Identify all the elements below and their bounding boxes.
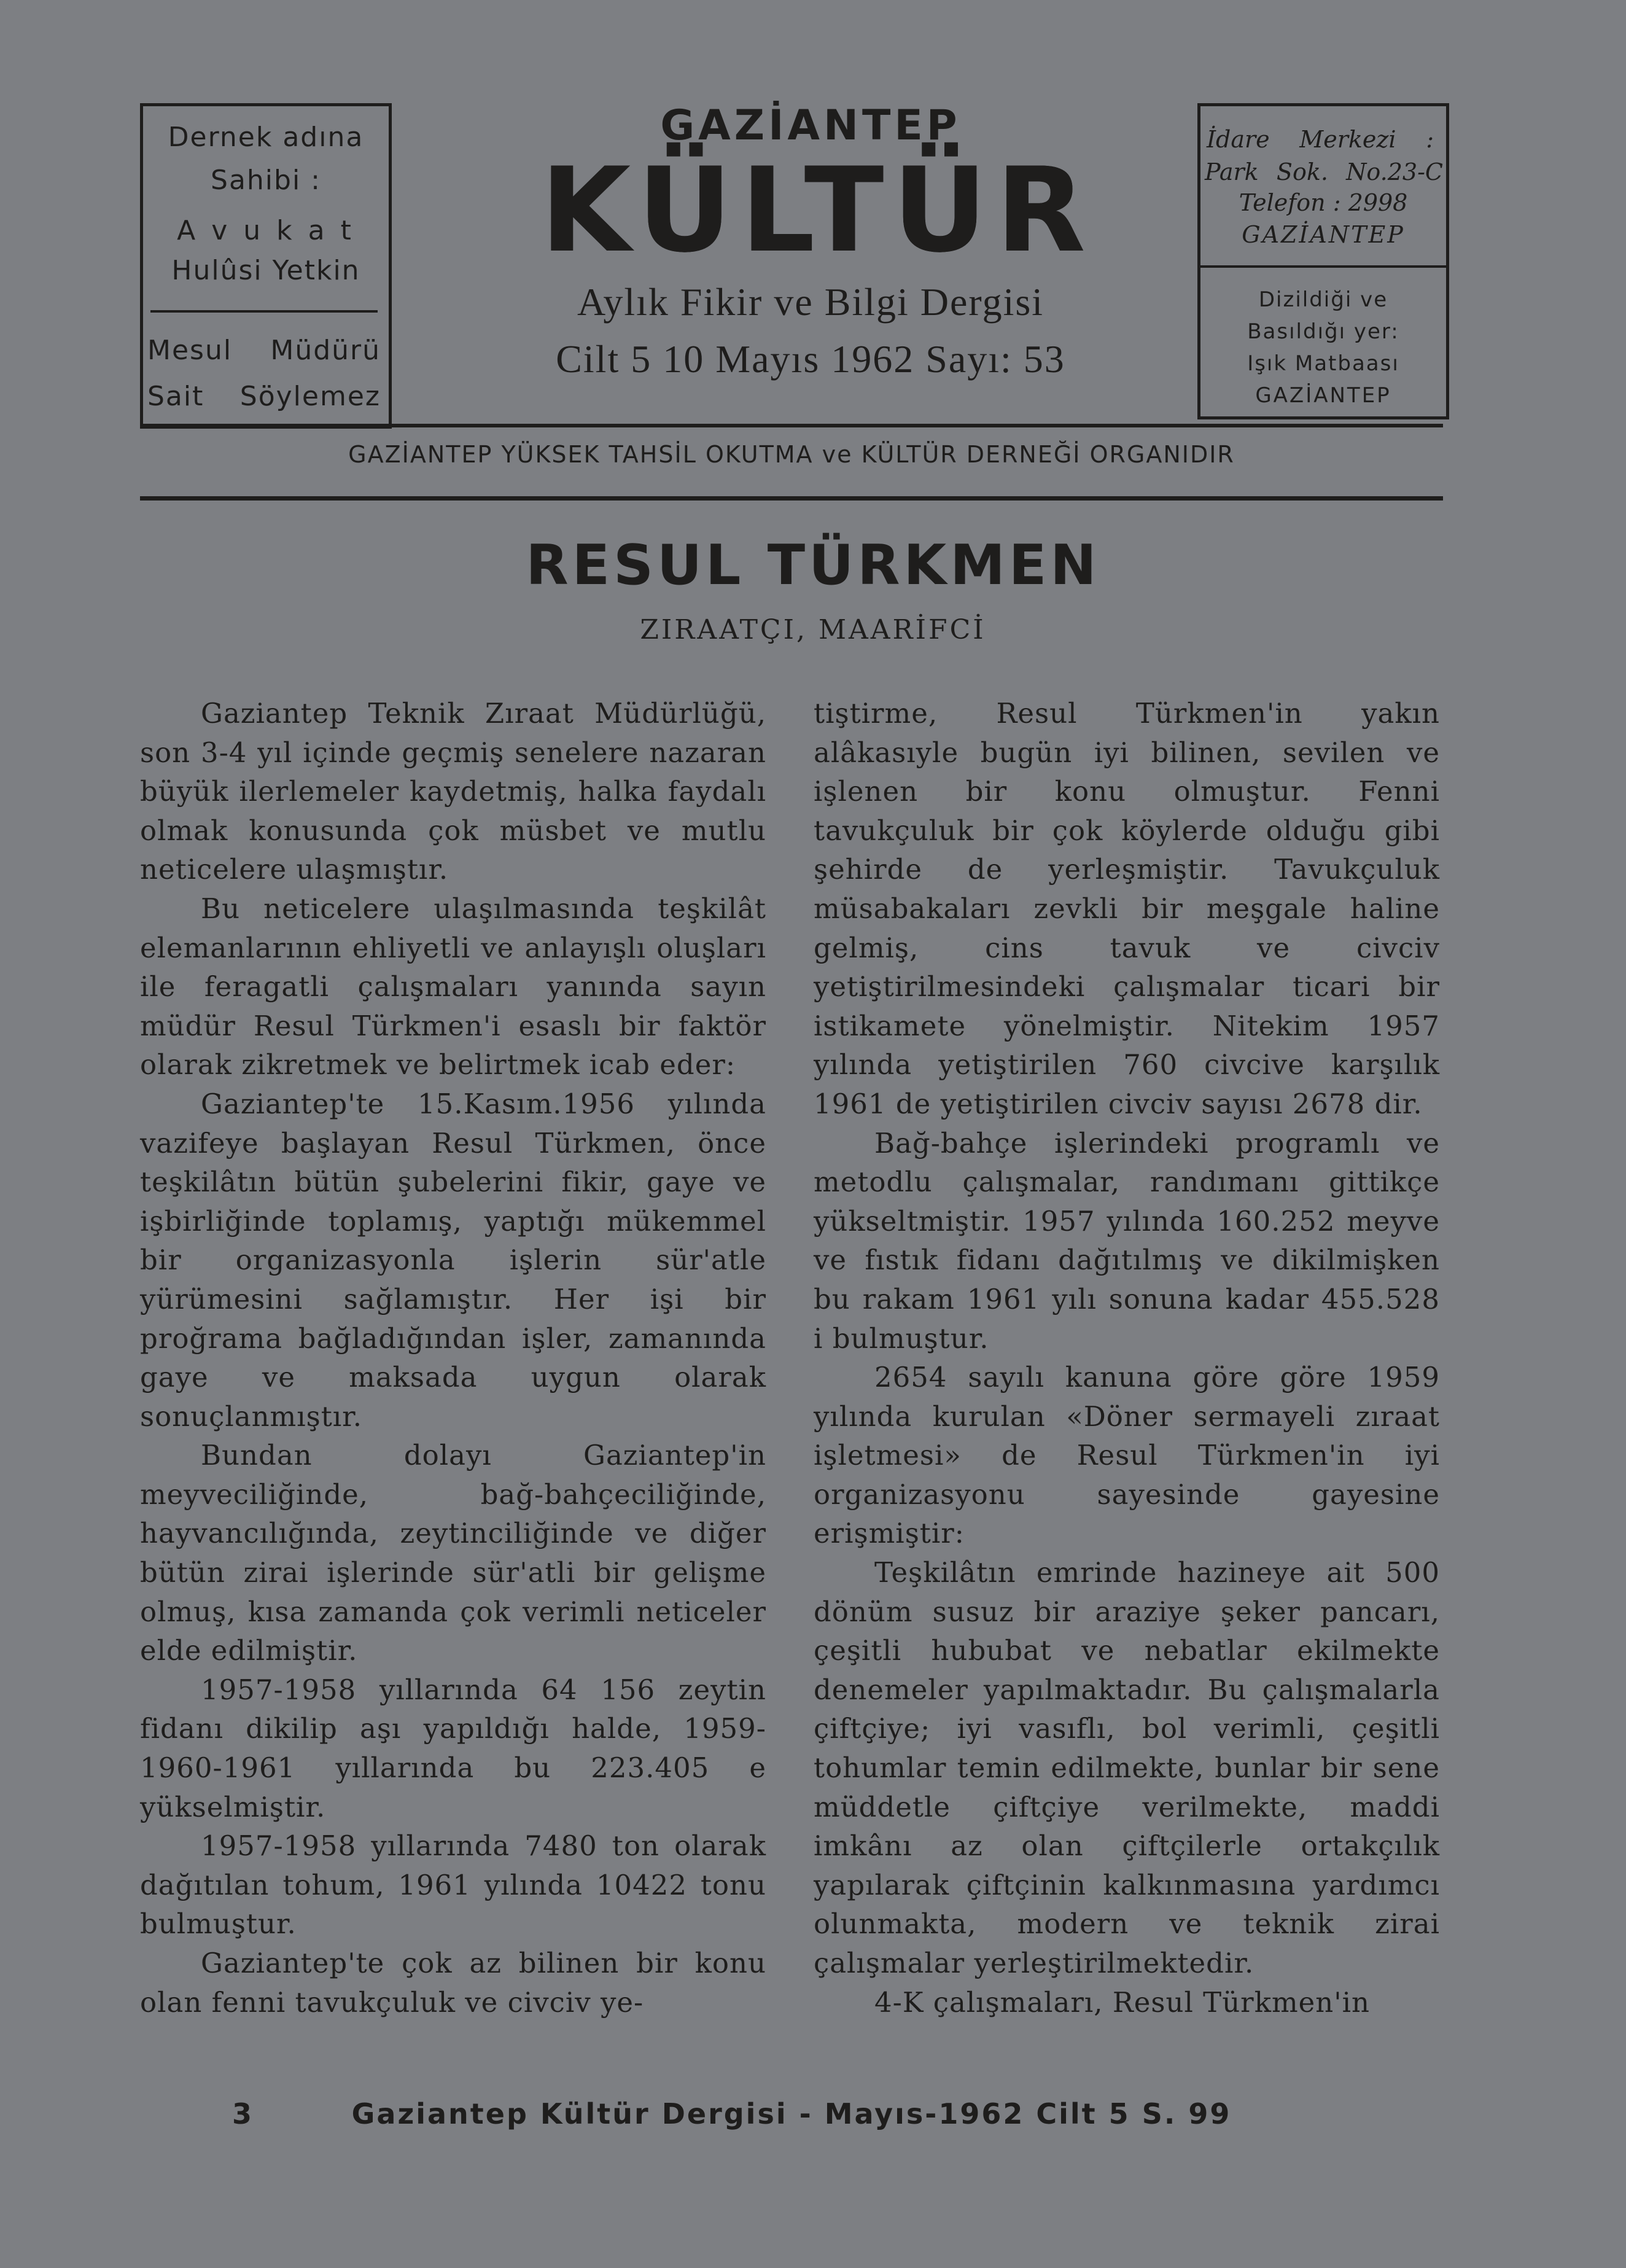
owner-line-2: Sahibi : — [211, 165, 321, 196]
paragraph: 4-K çalışmaları, Resul Türkmen'in — [874, 1985, 1370, 2019]
footer-text: Gaziantep Kültür Dergisi - Mayıs-1962 Cilt 5 S. 99 — [351, 2097, 1232, 2130]
office-label: İdare Merkezi : — [1207, 126, 1434, 153]
owner-box-divider — [150, 310, 378, 313]
editor-name: Sait Söylemez — [147, 381, 381, 412]
paragraph: 2654 sayılı kanuna göre göre 1959 yılında kurulan «Döner sermayeli zıraat işletmesi» de Resul Türkmen'in iyi organizasyonu sayesinde gayesine erişmiştir: — [814, 1361, 1440, 1550]
article-title: RESUL TÜRKMEN — [526, 533, 1100, 598]
printer-line-2: Basıldığı yer: — [1247, 319, 1399, 344]
paragraph: Gaziantep'te 15.Kasım.1956 yılında vazifeye başlayan Resul Türkmen, önce teşkilâtın bütün şubelerini fikir, gaye ve işbirliğinde toplamış, yaptığı mükemmel bir organizasyonla işlerin sür'atle yürümesini sağlamıştır. Her işi bir proğrama bağladığından işler, zamanında gaye ve maksada uygun olarak sonuçlanmıştır. — [140, 1087, 766, 1433]
page-footer — [140, 2097, 1443, 2130]
office-address: Park Sok. No.23-C — [1205, 158, 1443, 185]
logo-city: GAZİANTEP — [660, 101, 961, 150]
article-column-right — [814, 694, 1440, 2022]
paragraph: 1957-1958 yıllarında 7480 ton olarak dağıtılan tohum, 1961 yılında 10422 tonu bulmuştur. — [140, 1830, 766, 1941]
issue-info: Cilt 5 10 Mayıs 1962 Sayı: 53 — [556, 337, 1065, 381]
logo-main: KÜLTÜR — [540, 142, 1094, 278]
printer-name: Işık Matbaası — [1247, 351, 1399, 376]
paragraph: Bundan dolayı Gaziantep'in meyveciliğinde, bağ-bahçeciliğinde, hayvancılığında, zeytinciliğinde ve diğer bütün zirai işlerinde sür'atli bir gelişme olmuş, kısa zamanda çok verimli neticeler elde edilmiştir. — [140, 1439, 766, 1667]
printer-city: GAZİANTEP — [1255, 383, 1391, 408]
magazine-subtitle: Aylık Fikir ve Bilgi Dergisi — [577, 280, 1044, 324]
paragraph: Bu neticelere ulaşılmasında teşkilât elemanlarının ehliyetli ve anlayışlı oluşları ile feragatli çalışmaları yanında sayın müdür Resul Türkmen'i esaslı bir faktör olarak zikretmek ve belirtmek icab eder: — [140, 892, 766, 1081]
office-box-divider — [1200, 265, 1446, 268]
editor-label: Mesul Müdürü — [147, 335, 381, 366]
paragraph: 1957-1958 yıllarında 64 156 zeytin fidanı dikilip aşı yapıldığı halde, 1959-1960-1961 yıllarında bu 223.405 e yükselmiştir. — [140, 1673, 766, 1823]
article-subtitle: ZIRAATÇI, MAARİFCİ — [640, 614, 986, 645]
paragraph: Bağ-bahçe işlerindeki programlı ve metodlu çalışmalar, randımanı gittikçe yükseltmiştir. 1957 yılında 160.252 meyve ve fıstık fidanı dağıtılmış ve dikilmişken bu rakam 1961 yılı sonuna kadar 455.528 i bulmuştur. — [814, 1126, 1440, 1355]
paragraph: tiştirme, Resul Türkmen'in yakın alâkasıyle bugün iyi bilinen, sevilen ve işlenen bir konu olmuştur. Fenni tavukçuluk bir çok köylerde olduğu gibi şehirde de yerleşmiştir. Tavukçuluk müsabakaları zevkli bir meşgale haline gelmiş, cins tavuk ve civciv yetiştirilmesindeki çalışmalar ticari bir istikamete yönelmiştir. Nitekim 1957 yılında yetiştirilen 760 civcive karşılık 1961 de yetiştirilen civciv sayısı 2678 dir. — [814, 697, 1440, 1120]
organization-line: GAZİANTEP YÜKSEK TAHSİL OKUTMA ve KÜLTÜR DERNEĞİ ORGANIDIR — [348, 441, 1235, 468]
masthead-rule-top — [140, 424, 1443, 427]
article-column-left — [140, 694, 766, 2022]
page-number: 3 — [232, 2097, 254, 2130]
paragraph: Teşkilâtın emrinde hazineye ait 500 dönüm susuz bir araziye şeker pancarı, çeşitli hububat ve nebatlar ekilmekte denemeler yapılmaktadır. Bu çalışmalarla çiftçiye; iyi vasıflı, bol verimli, çeşitli tohumlar temin edilmekte, bunlar bir sene müddetle çiftçiye verilmekte, maddi imkânı az olan çiftçilerle ortakçılık yapılarak çiftçinin kalkınmasına yardımcı olunmakta, modern ve teknik zirai çalışmalar yerleştirilmektedir. — [814, 1556, 1440, 1979]
masthead-rule-bottom — [140, 496, 1443, 501]
office-city: GAZİANTEP — [1242, 221, 1405, 248]
paragraph: Gaziantep'te çok az bilinen bir konu olan fenni tavukçuluk ve civciv ye- — [140, 1947, 766, 2019]
owner-line-3: A v u k a t — [177, 215, 355, 246]
owner-line-1: Dernek adına — [168, 122, 364, 153]
owner-name: Hulûsi Yetkin — [171, 255, 360, 286]
printer-line-1: Dizildiği ve — [1258, 287, 1388, 312]
office-phone: Telefon : 2998 — [1239, 189, 1408, 216]
paragraph: Gaziantep Teknik Zıraat Müdürlüğü, son 3-4 yıl içinde geçmiş senelere nazaran büyük ilerlemeler kaydetmiş, halka faydalı olmak konusunda çok müsbet ve mutlu neticelere ulaşmıştır. — [140, 697, 766, 886]
